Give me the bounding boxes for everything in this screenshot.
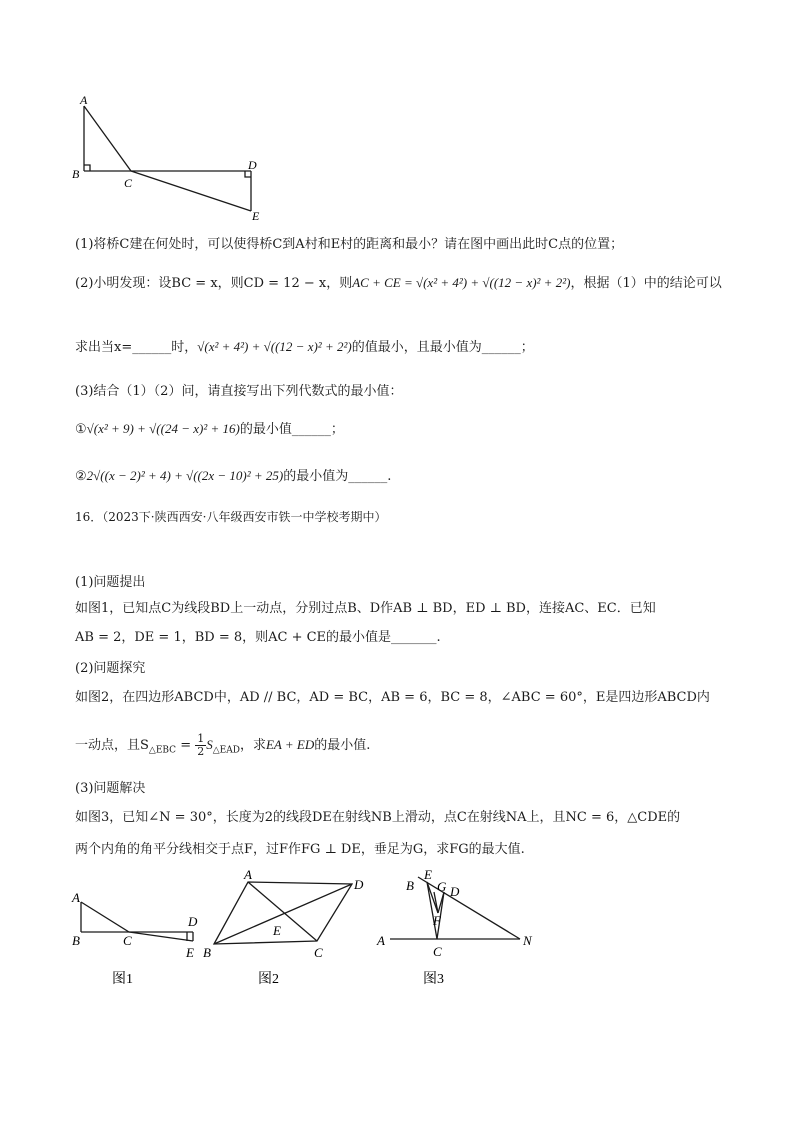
fig3-caption: 图3 (423, 972, 444, 987)
s2-line1: 如图2，在四边形ABCD中，AD // BC，AD = BC，AB = 6，BC = 8，∠ABC = 60°，E是四边形ABCD内 (75, 690, 710, 705)
label-E: E (252, 209, 260, 223)
fig1-label-A: A (72, 890, 80, 905)
item1-tail: 的最小值______； (239, 422, 344, 437)
fig2-caption: 图2 (258, 972, 279, 987)
p1-part2-line2 (75, 336, 534, 355)
label-A: A (80, 93, 88, 107)
fig3-label-D: D (450, 884, 460, 899)
p1-part1: (1)将桥C建在何处时，可以使得桥C到A村和E村的距离和最小？请在图中画出此时C点的位置； (75, 237, 624, 252)
item1-formula: √(x² + 9) + √((24 − x)² + 16) (86, 421, 240, 436)
p1-part2-line1 (75, 272, 722, 291)
top-figure (70, 90, 270, 225)
s2-title: (2)问题探究 (75, 661, 146, 676)
label-B: B (72, 167, 80, 181)
label-D: D (248, 158, 257, 172)
s1-title: (1)问题提出 (75, 575, 146, 590)
p1-part2-formula: AC + CE = √(x² + 4²) + √((12 − x)² + 2²) (352, 275, 571, 290)
figure-2 (200, 865, 375, 990)
p1-part2-text-c: 求出当x=______时， (75, 340, 198, 355)
item1-number: ① (75, 422, 87, 437)
s1-line1: 如图1，已知点C为线段BD上一动点，分别过点B、D作AB ⊥ BD，ED ⊥ BD，连接AC、EC．已知 (75, 601, 656, 616)
label-C: C (124, 176, 133, 190)
p1-part2-text-d: 的值最小，且最小值为______； (351, 340, 534, 355)
fig3-label-A: A (377, 933, 385, 948)
fig2-label-A: A (244, 867, 252, 882)
s2-text-e: 的最小值. (314, 738, 371, 753)
fig1-label-D: D (188, 914, 198, 929)
s2-text-a: 一动点，且S (75, 738, 149, 753)
fig1-label-C: C (123, 933, 132, 948)
fig3-label-B: B (406, 878, 414, 893)
p1-part3: (3)结合（1）（2）问，请直接写出下列代数式的最小值： (75, 384, 403, 399)
s2-sub-ead: △EAD (212, 745, 240, 756)
item2-formula: 2√((x − 2)² + 4) + √((2x − 10)² + 25) (86, 468, 284, 483)
s3-line1: 如图3，已知∠N = 30°，长度为2的线段DE在射线NB上滑动，点C在射线NA上，且NC = 6，△CDE的 (75, 810, 681, 825)
question-16-header: 16．（2023下·陕西西安·八年级西安市铁一中学校考期中） (75, 510, 387, 524)
fig1-label-E: E (186, 945, 194, 960)
s2-text-d: ，求 (239, 738, 266, 753)
fig3-label-E: E (424, 867, 432, 882)
fraction-den: 2 (197, 745, 205, 758)
item2-tail: 的最小值为______. (283, 469, 392, 484)
s2-eq: = (176, 738, 196, 753)
fig2-label-D: D (354, 877, 364, 892)
fig1-caption: 图1 (112, 972, 133, 987)
fig3-label-F: F (433, 913, 441, 928)
p1-part2-formula-2: √(x² + 4²) + √((12 − x)² + 2²) (197, 339, 352, 354)
fraction-num: 1 (197, 732, 205, 745)
p1-part2-text-a: (2)小明发现：设BC = x，则CD = 12 − x，则 (75, 276, 353, 291)
s3-line2: 两个内角的角平分线相交于点F，过F作FG ⊥ DE，垂足为G，求FG的最大值. (75, 842, 525, 857)
p1-part2-text-b: ，根据（1）中的结论可以 (570, 276, 722, 291)
fig2-label-E: E (273, 923, 281, 938)
s1-line2: AB = 2，DE = 1，BD = 8，则AC + CE的最小值是_______. (75, 630, 441, 645)
p1-part3-item1 (75, 418, 344, 437)
s2-sub-ebc: △EBC (148, 745, 177, 756)
s2-line2 (75, 733, 370, 758)
s2-s: S (206, 737, 213, 752)
fig3-label-G: G (437, 879, 447, 894)
s2-formula: EA + ED (265, 737, 315, 752)
fig2-label-C: C (314, 945, 323, 960)
p1-part3-item2 (75, 465, 391, 484)
figure-3 (370, 865, 545, 990)
s3-title: (3)问题解决 (75, 781, 146, 796)
fraction-half (195, 733, 206, 758)
fig3-label-N: N (523, 933, 532, 948)
item2-number: ② (75, 469, 87, 484)
fig3-label-C: C (433, 944, 442, 959)
figure-1 (66, 885, 206, 990)
fig2-label-B: B (203, 945, 211, 960)
fig1-label-B: B (72, 933, 80, 948)
